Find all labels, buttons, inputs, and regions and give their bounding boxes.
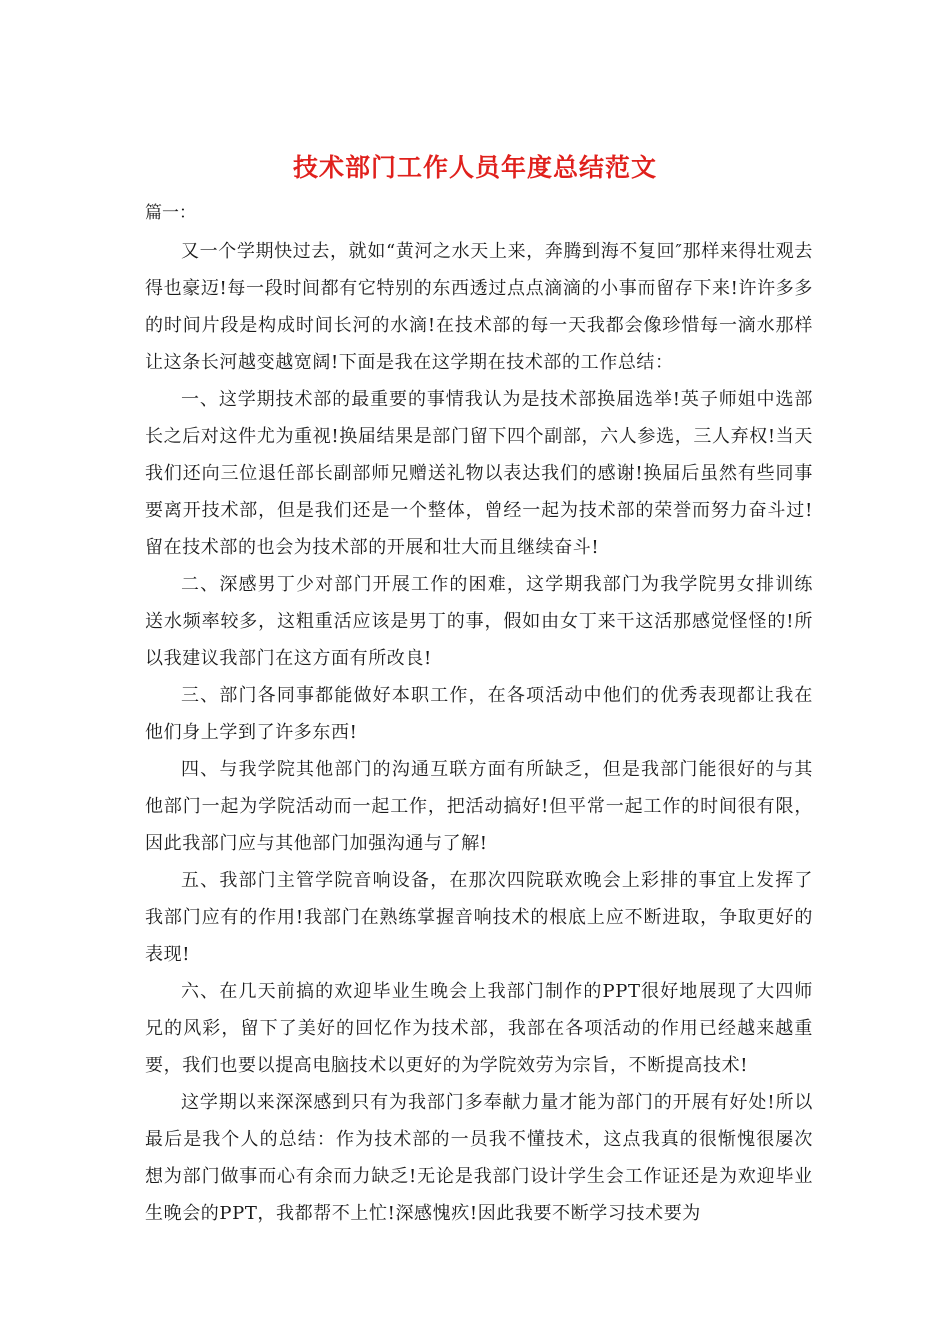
paragraph-intro: 又一个学期快过去，就如“黄河之水天上来，奔腾到海不复回″那样来得壮观去得也豪迈!每一段时间都有它特别的东西透过点点滴滴的小事而留存下来!许许多多的时间片段是构成时间长河的水滴!在技术部的每一天我都会像珍惜每一滴水那样让这条长河越变越宽阔!下面是我在这学期在技术部的工作总结： <box>145 241 814 373</box>
paragraph-item-1: 一、这学期技术部的最重要的事情我认为是技术部换届选举!英子师姐中选部长之后对这件尤为重视!换届结果是部门留下四个副部，六人参选，三人弃权!当天我们还向三位退任部长副部师兄赠送礼物以表达我们的感谢!换届后虽然有些同事要离开技术部，但是我们还是一个整体，曾经一起为技术部的荣誉而努力奋斗过!留在技术部的也会为技术部的开展和壮大而且继续奋斗! <box>145 389 813 558</box>
paragraph-item-5: 五、我部门主管学院音响设备，在那次四院联欢晚会上彩排的事宜上发挥了我部门应有的作用!我部门在熟练掌握音响技术的根底上应不断进取，争取更好的表现! <box>145 870 813 965</box>
section-label: 篇一： <box>145 203 196 223</box>
paragraph-item-4: 四、与我学院其他部门的沟通互联方面有所缺乏，但是我部门能很好的与其他部门一起为学院活动而一起工作，把活动搞好!但平常一起工作的时间很有限，因此我部门应与其他部门加强沟通与了解! <box>145 759 813 854</box>
paragraph-item-2: 二、深感男丁少对部门开展工作的困难，这学期我部门为我学院男女排训练送水频率较多，这粗重活应该是男丁的事，假如由女丁来干这活那感觉怪怪的!所以我建议我部门在这方面有所改良! <box>145 574 813 669</box>
paragraph-item-6: 六、在几天前搞的欢迎毕业生晚会上我部门制作的PPT很好地展现了大四师兄的风彩，留下了美好的回忆作为技术部，我部在各项活动的作用已经越来越重要，我们也要以提高电脑技术以更好的为学院效劳为宗旨，不断提高技术! <box>145 981 813 1076</box>
document-body <box>145 233 813 1232</box>
paragraph-item-3: 三、部门各同事都能做好本职工作，在各项活动中他们的优秀表现都让我在他们身上学到了许多东西! <box>145 685 813 743</box>
paragraph-conclusion: 这学期以来深深感到只有为我部门多奉献力量才能为部门的开展有好处!所以最后是我个人的总结：作为技术部的一员我不懂技术，这点我真的很惭愧很屡次想为部门做事而心有余而力缺乏!无论是我部门设计学生会工作证还是为欢迎毕业生晚会的PPT，我都帮不上忙!深感愧疚!因此我要不断学习技术要为 <box>145 1092 813 1224</box>
document-title: 技术部门工作人员年度总结范文 <box>292 153 657 182</box>
